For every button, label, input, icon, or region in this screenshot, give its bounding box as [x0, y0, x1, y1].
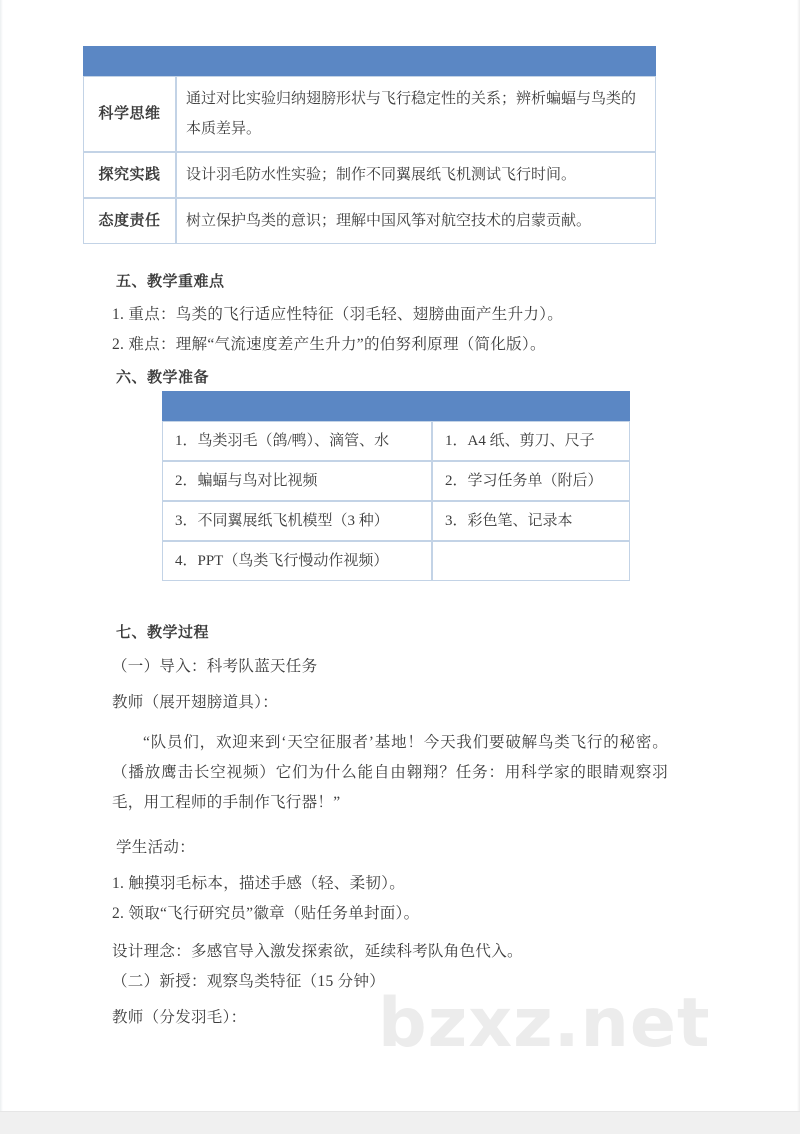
preparation-item-left: 4．PPT（鸟类飞行慢动作视频） — [162, 541, 432, 581]
table-row — [83, 76, 656, 152]
objective-content: 设计羽毛防水性实验；制作不同翼展纸飞机测试飞行时间。 — [176, 152, 656, 198]
table-header-cell-2 — [176, 46, 656, 76]
objective-label: 探究实践 — [83, 152, 176, 198]
page-edge-bottom — [0, 1111, 800, 1134]
objective-label: 科学思维 — [83, 76, 176, 152]
table-row — [162, 541, 630, 581]
table-header-cell-1 — [162, 391, 432, 421]
table-row — [162, 501, 630, 541]
preparation-item-right — [432, 541, 630, 581]
teaching-objectives-table — [83, 46, 656, 244]
table-row — [83, 152, 656, 198]
new-lesson-title: （二）新授：观察鸟类特征（15 分钟） — [112, 973, 386, 990]
preparation-item-left: 1．鸟类羽毛（鸽/鸭）、滴管、水 — [162, 421, 432, 461]
teacher-label: 教师（分发羽毛）： — [112, 1009, 247, 1026]
table-row — [162, 421, 630, 461]
page-edge-left — [0, 0, 3, 1134]
table-row — [162, 461, 630, 501]
objective-content: 通过对比实验归纳翅膀形状与飞行稳定性的关系；辨析蝙蝠与鸟类的本质差异。 — [176, 76, 656, 152]
table-header-cell-1 — [83, 46, 176, 76]
student-activity-item: 2. 领取“飞行研究员”徽章（贴任务单封面）。 — [112, 905, 420, 922]
table-header-cell-2 — [432, 391, 630, 421]
teacher-quote: “队员们，欢迎来到‘天空征服者’基地！今天我们要破解鸟类飞行的秘密。（播放鹰击长空视频）它们为什么能自由翱翔？任务：用科学家的眼睛观察羽毛，用工程师的手制作飞行器！” — [112, 734, 668, 811]
key-point-item: 1. 重点：鸟类的飞行适应性特征（羽毛轻、翅膀曲面产生升力）。 — [112, 306, 564, 323]
site-watermark: bzxz.net — [378, 984, 711, 1063]
table-header-row — [162, 391, 630, 421]
students-activity-label: 学生活动： — [116, 839, 196, 856]
preparation-item-right: 2．学习任务单（附后） — [432, 461, 630, 501]
heading-key-points: 五、教学重难点 — [116, 274, 225, 290]
design-rationale: 设计理念：多感官导入激发探索欲，延续科考队角色代入。 — [112, 943, 523, 960]
preparation-item-left: 2．蝙蝠与鸟对比视频 — [162, 461, 432, 501]
heading-teaching-process: 七、教学过程 — [116, 625, 210, 641]
preparation-item-right: 3．彩色笔、记录本 — [432, 501, 630, 541]
process-intro-title: （一）导入：科考队蓝天任务 — [112, 658, 318, 675]
teacher-label: 教师（展开翅膀道具）： — [112, 694, 279, 711]
key-point-item: 2. 难点：理解“气流速度差产生升力”的伯努利原理（简化版）。 — [112, 336, 546, 353]
teaching-preparation-table — [162, 391, 630, 581]
preparation-item-right: 1．A4 纸、剪刀、尺子 — [432, 421, 630, 461]
student-activity-item: 1. 触摸羽毛标本，描述手感（轻、柔韧）。 — [112, 875, 406, 892]
objective-content: 树立保护鸟类的意识；理解中国风筝对航空技术的启蒙贡献。 — [176, 198, 656, 244]
table-row — [83, 198, 656, 244]
table-header-row — [83, 46, 656, 76]
heading-teaching-preparation: 六、教学准备 — [116, 370, 210, 386]
objective-label: 态度责任 — [83, 198, 176, 244]
preparation-item-left: 3．不同翼展纸飞机模型（3 种） — [162, 501, 432, 541]
